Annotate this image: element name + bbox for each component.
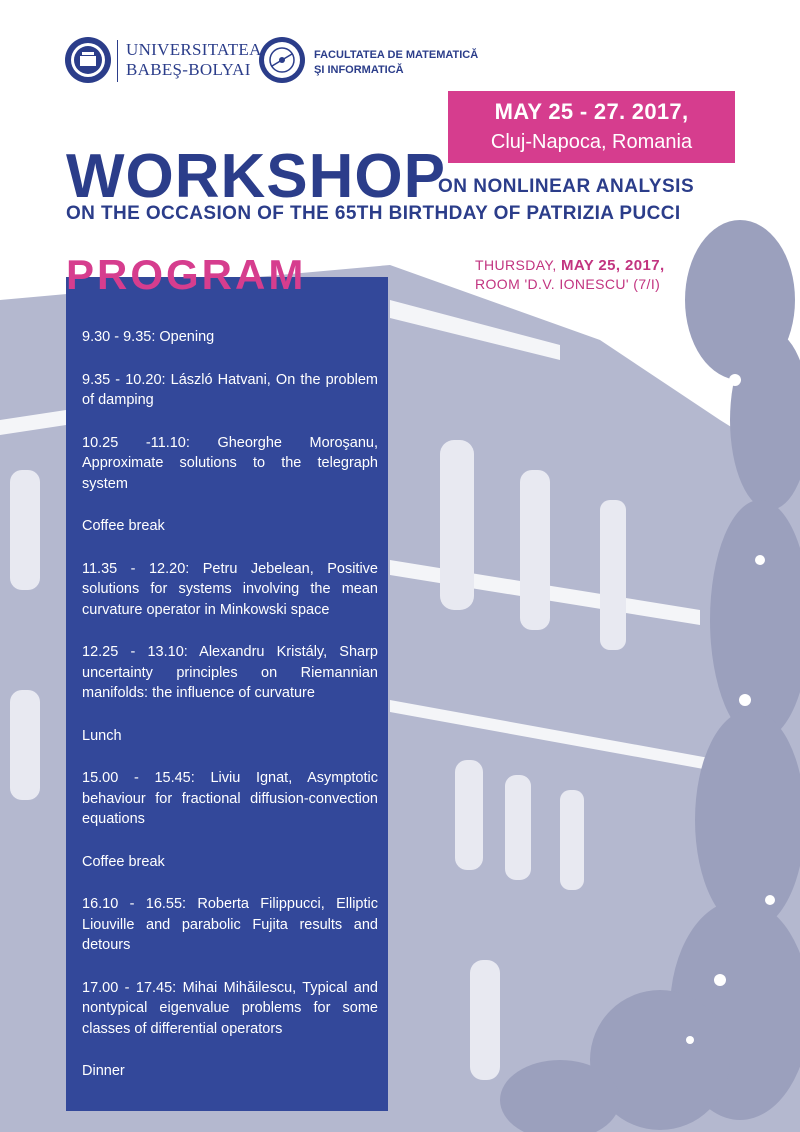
weekday: THURSDAY, xyxy=(475,257,557,273)
program-item-break: Coffee break xyxy=(82,518,165,534)
faculty-name xyxy=(314,48,494,78)
workshop-title: WORKSHOP xyxy=(66,142,446,211)
program-item-talk: 15.00 - 15.45: Liviu Ignat, Asymptotic behaviour for fractional diffusion-convection equations xyxy=(82,770,378,827)
university-name xyxy=(126,40,266,80)
program-item-talk: 16.10 - 16.55: Roberta Filippucci, Elliptic Liouville and parabolic Fujita results and detours xyxy=(82,896,378,953)
event-dates: MAY 25 - 27. 2017, xyxy=(494,99,689,124)
program-item-opening: 9.30 - 9.35: Opening xyxy=(82,329,215,345)
date-location-box xyxy=(448,91,735,163)
program-item-talk: 9.35 - 10.20: László Hatvani, On the problem of damping xyxy=(82,371,378,408)
program-item-talk: 10.25 -11.10: Gheorghe Moroşanu, Approximate solutions to the telegraph system xyxy=(82,434,378,492)
program-heading: PROGRAM xyxy=(66,251,307,298)
event-place: Cluj-Napoca, Romania xyxy=(490,131,693,153)
program-list xyxy=(82,327,378,1104)
program-item-talk: 11.35 - 12.20: Petru Jebelean, Positive solutions for systems involving the mean curvature operator in Minkowski space xyxy=(82,560,378,618)
faculty-name-line-1: FACULTATEA DE MATEMATICĂ xyxy=(314,49,479,61)
university-name-line-1: UNIVERSITATEA xyxy=(126,40,262,59)
workshop-subtitle-2: ON THE OCCASION OF THE 65TH BIRTHDAY OF PATRIZIA PUCCI xyxy=(66,203,681,224)
workshop-subtitle-1: ON NONLINEAR ANALYSIS xyxy=(438,176,695,197)
logo-divider xyxy=(117,40,118,82)
faculty-name-line-2: ŞI INFORMATICĂ xyxy=(314,64,404,76)
program-item-talk: 12.25 - 13.10: Alexandru Kristály, Sharp uncertainty principles on Riemannian manifolds: the influence of curvature xyxy=(82,644,378,701)
program-item-talk: 17.00 - 17.45: Mihai Mihăilescu, Typical and nontypical eigenvalue problems for some classes of differential operators xyxy=(82,979,378,1037)
university-seal-logo xyxy=(64,36,112,84)
day-date: MAY 25, 2017, xyxy=(560,257,665,274)
program-item-dinner: Dinner xyxy=(82,1063,125,1079)
day-line xyxy=(475,256,665,275)
faculty-seal-logo xyxy=(258,36,306,84)
university-name-line-2: BABEŞ-BOLYAI xyxy=(126,60,251,79)
room: ROOM 'D.V. IONESCU' (7/I) xyxy=(475,276,661,292)
program-item-break: Coffee break xyxy=(82,853,165,870)
day-info xyxy=(475,256,665,294)
program-item-break: Lunch xyxy=(82,727,122,744)
